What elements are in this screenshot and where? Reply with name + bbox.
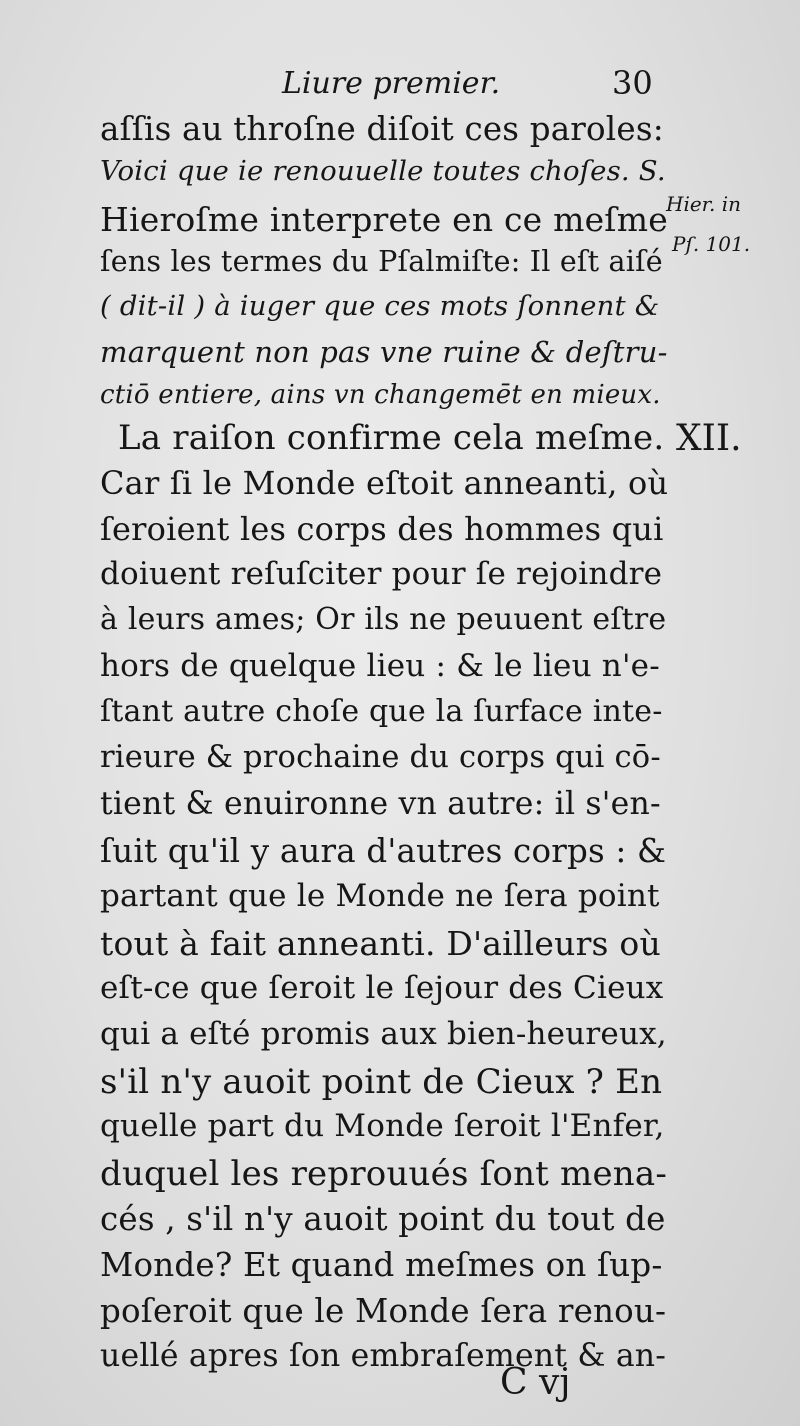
text-line-25: cés , s'il n'y auoit point du tout de	[100, 1200, 666, 1238]
page-number: 30	[612, 64, 653, 102]
text-line-20: eſt-ce que ſeroit le ſejour des Cieux	[100, 970, 664, 1006]
text-line-22: s'il n'y auoit point de Cieux ? En	[100, 1062, 663, 1102]
text-line-27: poſeroit que le Monde ſera renou-	[100, 1292, 667, 1330]
text-line-26: Monde? Et quand meſmes on ſup-	[100, 1246, 663, 1284]
section-number: XII.	[676, 418, 742, 459]
text-line-3: Hieroſme interprete en ce meſme	[100, 200, 668, 239]
text-line-12: à leurs ames; Or ils ne peuuent eſtre	[100, 602, 667, 637]
margin-note-ps: Pſ. 101.	[672, 232, 751, 256]
text-line-14: ſtant autre choſe que la ſurface inte-	[100, 694, 663, 729]
text-line-16: tient & enuironne vn autre: il s'en-	[100, 786, 661, 822]
text-line-19: tout à fait anneanti. D'ailleurs où	[100, 924, 661, 963]
text-line-23: quelle part du Monde ſeroit l'Enfer,	[100, 1108, 665, 1144]
text-line-6: marquent non pas vne ruine & deſtru-	[100, 335, 668, 369]
text-line-13: hors de quelque lieu : & le lieu n'e-	[100, 648, 660, 684]
signature-mark: C vj	[500, 1362, 571, 1403]
text-line-15: rieure & prochaine du corps qui cō-	[100, 740, 661, 775]
text-line-1: aſſis au throſne diſoit ces paroles:	[100, 110, 664, 148]
text-line-4: ſens les termes du Pſalmiſte: Il eſt aiſé	[100, 245, 663, 278]
text-line-7: ctiō entiere, ains vn changemēt en mieux.	[100, 380, 661, 410]
text-line-2: Voici que ie renouuelle toutes choſes. S.	[100, 155, 666, 187]
text-line-21: qui a eſté promis aux bien-heureux,	[100, 1016, 667, 1052]
text-line-24: duquel les reprouués ſont mena-	[100, 1154, 668, 1194]
margin-note-hier: Hier. in	[666, 192, 742, 216]
text-line-10: ſeroient les corps des hommes qui	[100, 510, 664, 548]
text-line-8: La raiſon confirme cela meſme.	[118, 418, 665, 458]
text-line-18: partant que le Monde ne ſera point	[100, 878, 660, 914]
text-line-5: ( dit-il ) à iuger que ces mots ſonnent &	[100, 290, 660, 322]
running-head: Liure premier.	[282, 66, 501, 101]
text-line-9: Car ſi le Monde eſtoit anneanti, où	[100, 464, 669, 502]
text-line-11: doiuent reſuſciter pour ſe rejoindre	[100, 556, 663, 592]
text-line-28: uellé apres ſon embraſement & an-	[100, 1338, 667, 1374]
text-line-17: ſuit qu'il y aura d'autres corps : &	[100, 832, 667, 870]
